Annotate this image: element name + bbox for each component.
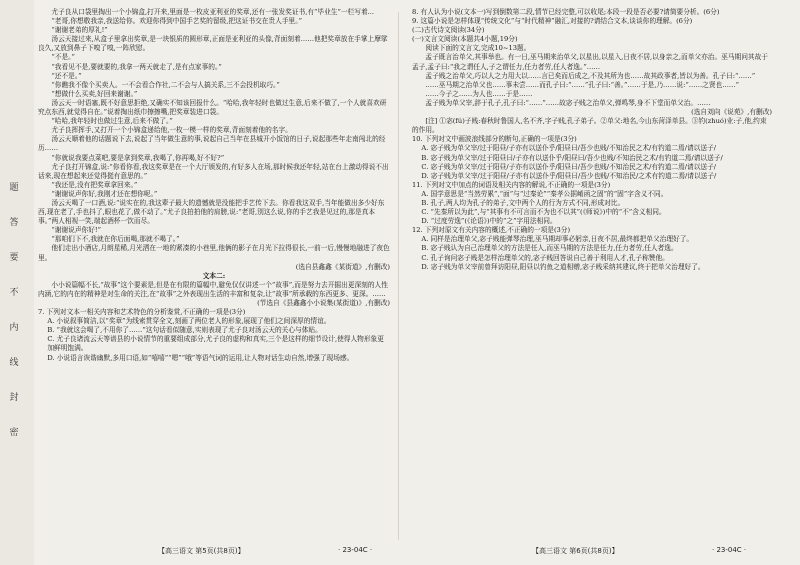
story-paragraph: 汤云天喝了一口酒,说:“说实在的,我这辈子最大的遗憾就是没能把手艺传下去。你看我这双手,当年能做出多少好东西,现在老了,手也抖了,眼也花了,做不动了。”尤子良拍拍他的肩膀,说:“老哥,别这么说,你的手艺我是见过的,那是真本事。”两人相视一笑,端起酒杯一饮而尽。 (38, 198, 385, 226)
q7-option-c: C. 尤子良诸流云天等谱县的小说情节的重要组成部分,尤子良的虚构和真实,三个是这样的细节设计,使得人物形象更加鲜明饱满。 (47, 335, 384, 353)
q12-option-c: C. 孔子询问宓子贱是怎样治理单父的,宓子贱回答说自己善于利用人才,孔子称赞他。 (421, 253, 669, 262)
story-paragraph: “还不是。” (51, 71, 82, 80)
page-6-column (412, 8, 772, 538)
story-paragraph: “我还是,没有把奖章拿回来。” (51, 180, 138, 189)
subsection-heading: (一)文言文阅读(本题共4小题,19分) (412, 35, 518, 44)
text2-title: 文本二: (202, 271, 226, 280)
story-paragraph: “老哥,你想敬我亲,我送给你。欢迎你得到中国手艺奖的留级,把这证书交在贵人手里。” (51, 17, 303, 26)
page-number: 【高三语文 第5页(共8页)】 (158, 547, 245, 555)
binding-char: 题 (9, 183, 19, 193)
classical-paragraph: 孟子既言治单父,其事举也。有一日,巫马期来治单父,以星出,以星入,日夜不居,以身亲之,而单父亦治。巫马期问其故于孟子,孟子曰:“我之谓任人,子之谓任力,任力者劳,任人者逸。”…… (412, 53, 768, 71)
text2-paragraph: 小小说篇幅不长,“故事”这个要素是,但是在有限的篇幅中,避免仅仅讲述一个“故事”,而是努力去开掘出更深刻的人性内涵,它的内在的精神是对生命的关注,在“故事”之外表现出生活的丰富和复杂,让“故事”所承载的东西更多、更深。…… (38, 280, 388, 298)
story-paragraph: 尤子良从口袋里掏出一个小锦盒,打开来,里面是一枚皮亚利亚的奖章,还有一张发奖证书,有“毕业生”一栏写着... (51, 8, 375, 16)
section-heading: (二)古代诗文阅读(34分) (412, 26, 485, 35)
question-10: 10. 下列对文中画波浪线部分的断句,正确的一项是(3分) (412, 135, 577, 144)
story-paragraph: “你就说我要点菜吧,要是拿到奖章,我喝了,你再喝,好不好?” (51, 153, 225, 162)
binding-char: 要 (9, 253, 19, 263)
text1-source: (选自县鑫鑫《某街道》,有删改) (295, 262, 390, 271)
question-8: 8. 有人认为小说(文本一)写到倒数第二段,情节已经完整,可以收尾;本段一段是否必要?请简要分析。(6分) (412, 8, 720, 16)
story-paragraph: 尤子良挥挥手,又打开一个小锦盒递给他,一枚一模一样的奖章,背面刻着他的名字。 (51, 126, 292, 135)
question-9: 9. 这篇小说是怎样体现“传统文化”与“时代精神”融汇,对接的?请结合文本,谈谈你的理解。(6分) (412, 17, 693, 26)
q7-option-d: D. 小说语言诙谐幽默,多用口语,如“嘻嘻”“嗯”“哦”等语气词的运用,让人物对话生动自然,增强了现场感。 (47, 353, 354, 362)
classical-source: (选自刘向《说苑》,有删改) (691, 108, 772, 117)
classical-paragraph: 孟子贱之治单父,巧以人之力用大以……言已矣而后成之,不及其所为也……故其政事者,皆以为善。孔子曰:“……” (425, 71, 756, 80)
binding-char: 不 (9, 288, 19, 298)
story-paragraph: 他们走出小酒店,月朗星稀,月光洒在一地的紧凑的小巷里,他俩的影子在月光下拉得很长,一前一后,慢慢地融进了夜色里。 (38, 244, 390, 262)
question-7: 7. 下列对文本一相关内容和艺术特色的分析鉴赏,不正确的一项是(3分) (38, 308, 246, 317)
exam-code: · 23-04C · (338, 546, 373, 554)
q12-option-d: D. 宓子贱为单父宰前曾拜访阳昼,阳昼以钓鱼之道相赠,宓子贱采纳其建议,终于把单父治理好了。 (421, 262, 705, 271)
q11-option-a: A. 国学意思是“当然劳累”,“面”与“过秦论”“秦孝公据崤函之固”的“固”字含义不同。 (421, 189, 668, 198)
text2-source: (节选自《县鑫鑫小小说集(某街道)》,有删改) (257, 299, 390, 307)
page-5-column (38, 8, 390, 538)
binding-char: 线 (9, 358, 19, 368)
story-paragraph: “那咱们下不,我就在你后面喝,那就不喝了。” (51, 235, 180, 244)
classical-paragraph: 孟子贱为单父宰,辞于孔子,孔子曰:“……”……故宓子贱之治单父,弹鸣琴,身不下堂而单父治。…… (425, 98, 711, 107)
q7-option-a: A. 小说叙事简洁,以“奖章”为线索贯穿全文,刻画了两位老人的形象,展现了他们之间深厚的情谊。 (47, 317, 331, 326)
q7-option-b: B. “我就这会喝了,不用你了……”这句话看似随意,实则表现了尤子良对汤云天的关心与体贴。 (47, 326, 322, 335)
binding-char: 答 (9, 218, 19, 228)
q10-option-b: B. 宓子贱为单父宰/过于阳昼曰/子亦有以送仆乎/阳昼曰/吾少也贱/不知治民之术/有钓道二焉/请以送子/ (421, 153, 723, 162)
question-11: 11. 下列对文中加点的词语及相关内容的解说,不正确的一项是(3分) (412, 180, 611, 189)
story-paragraph: “不是。” (51, 53, 75, 62)
q12-option-b: B. 宓子贱认为自己治理单父的方法是任人,而巫马期的方法是任力,任力者劳,任人者逸。 (421, 244, 678, 253)
exam-code: · 23-04C · (712, 546, 747, 554)
q10-option-a: A. 宓子贱为单父宰/过于阳昼/子亦有以送仆乎/阳昼曰/吾少也贱/不知治民之术/有钓道二焉/请以送子/ (421, 144, 716, 153)
story-paragraph: “谢谢说声你好,我刚才还在想你呢。” (51, 189, 158, 198)
binding-strip (0, 0, 34, 565)
story-paragraph: 汤云天顺着他的话题说下去,说起了当年做生意的事,说起自己当年在县城开小饭馆的日子,说起那些年走南闯北的经历…… (38, 135, 386, 153)
story-paragraph: “我看见不是,要就要的,我拿一两天就走了,是有点家事的。” (51, 62, 222, 71)
story-paragraph: “想做什么买卖,好回来谢谢。” (51, 89, 138, 98)
q10-option-c: C. 宓子贱为单父宰/过于阳昼/子亦有以送仆乎/阳昼曰/吾少也贱/不知治民之术/有钓道二焉/请以送子/ (421, 162, 717, 171)
story-paragraph: “哈哈,我年轻时也做过生意,后来不做了。” (51, 117, 173, 126)
binding-char: 封 (9, 393, 19, 403)
footnote: [注] ①宓(fú)子贱:春秋时鲁国人,名不齐,字子贱,孔子弟子。②单父:地名,今山东菏泽单县。③钓(zhuó)业:子,他,约束的作用。 (412, 117, 767, 135)
story-paragraph: 尤子良打开锦盒,说:“你看你看,我这奖章是在一个大厅颁发的,有好多人在场,那时候我还年轻,站在台上激动得说不出话来,现在想起来还觉得挺有意思的。” (38, 162, 389, 180)
story-paragraph: 汤云天接过来,从盒子里拿出奖章,是一块银质的圆形章,正面是亚利亚的头像,背面刻着……他把奖章放在手掌上摩挲良久,又放到鼻子下嗅了嗅,一阵欣慰。 (38, 35, 388, 53)
page-number: 【高三语文 第6页(共8页)】 (532, 547, 619, 555)
story-paragraph: “谢谢说声你好!” (51, 226, 102, 235)
story-paragraph: 汤云天一时语塞,既不好意思拒绝,又确实不知该回报什么。“哈哈,我年轻时也做过生意,后来不做了,一个人就喜欢研究点东西,就觉得自在。”说着掏出纸巾擦擦嘴,把奖章装进口袋。 (38, 98, 387, 117)
q12-option-a: A. 同样是治理单父,宓子贱能弹琴治理,巫马期却事必躬亲,日夜不居,最终都把单父治理好了。 (421, 235, 694, 244)
q11-option-d: D. “过度劳逸”(《论语》)中的“之”字用法相同。 (421, 217, 557, 226)
classical-paragraph: ……巫马期之治单父也……事未尝……而孔子曰:“……”孔子曰:“善。”……于是,乃……说:“……之贤也……” (425, 80, 739, 89)
binding-char: 内 (9, 323, 19, 333)
story-paragraph: “你瞧我不像个买卖人。一不会看合作社,二不会与人搞关系,三不会投机取巧。” (51, 80, 280, 89)
q11-option-c: C. “先秦所以为此”,与“其事有不可言而不为也不以其”(《师说》)中的“不”含义相同。 (421, 208, 666, 217)
instruction-text: 阅读下面的文言文,完成10~13题。 (425, 44, 531, 53)
q10-option-d: D. 宓子贱为单父宰/过于阳昼/子亦有以送仆乎/阳昼曰/吾少也贱/不知治民/之术有钓道二焉/请以送子/ (421, 171, 717, 180)
classical-paragraph: ……今子之……为人也……于是…… (425, 89, 533, 98)
binding-char: 密 (9, 428, 19, 438)
q11-option-b: B. 孔子,两人均为孔子的弟子,文中两个人的行为方式不同,形成对比。 (421, 198, 625, 207)
column-divider (398, 12, 399, 540)
story-paragraph: “谢谢老弟的厚礼!” (51, 26, 108, 35)
question-12: 12. 下列对原文有关内容的概述,不正确的一项是(3分) (412, 226, 571, 235)
